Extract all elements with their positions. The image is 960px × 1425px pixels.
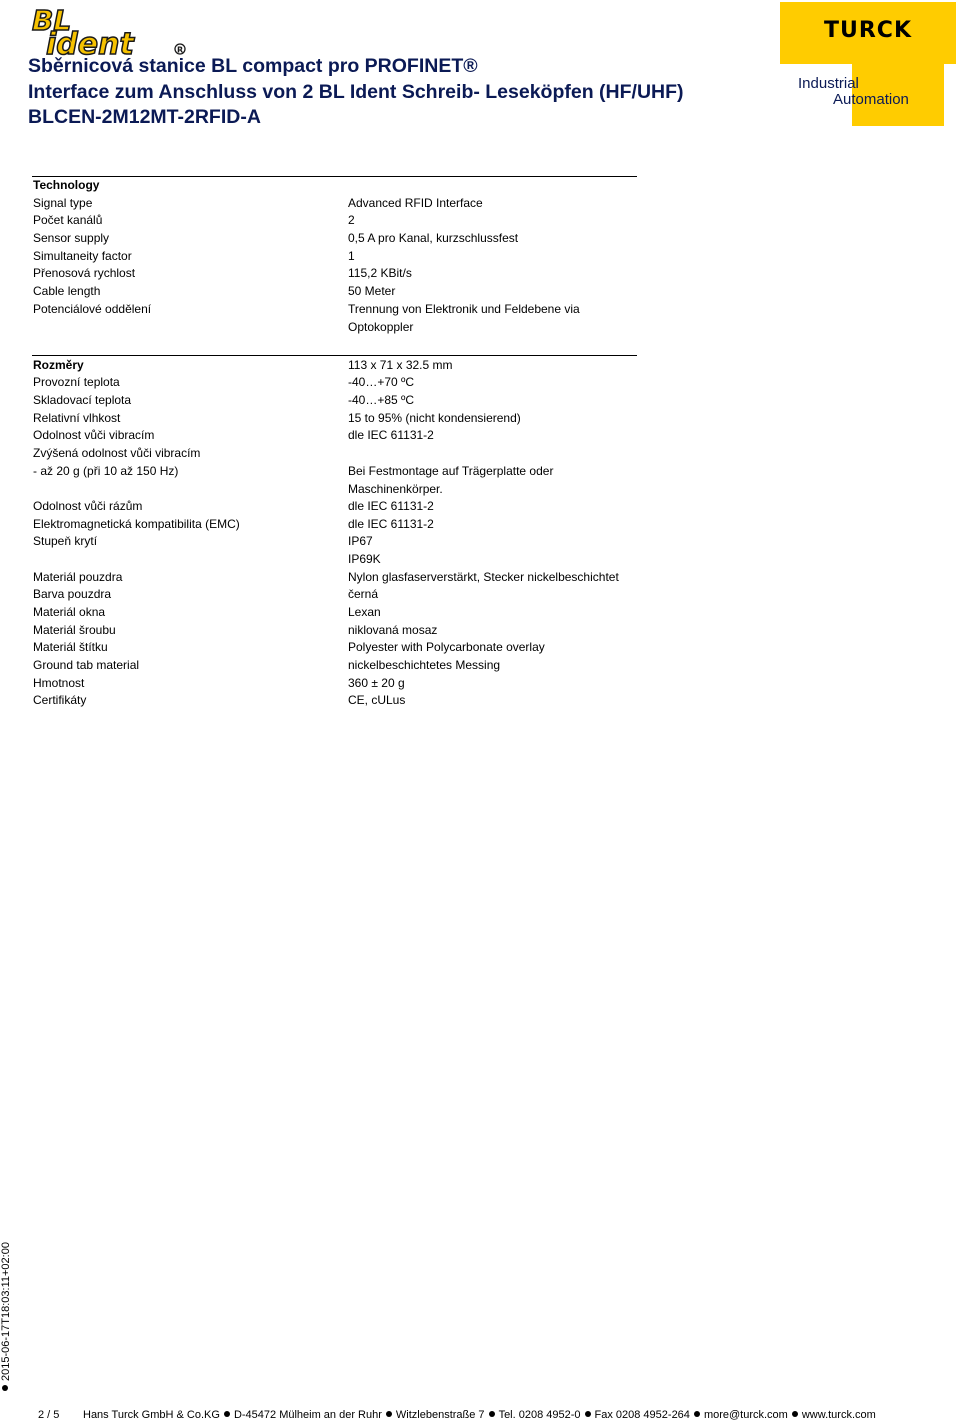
page-footer bbox=[38, 1409, 876, 1421]
footer-address: D-45472 Mülheim an der Ruhr bbox=[233, 1409, 382, 1421]
spec-label: Certifikáty bbox=[33, 693, 87, 707]
product-title-line-1: Sběrnicová stanice BL compact pro PROFINET® bbox=[28, 55, 478, 77]
print-date-text: 2015-06-17T18:03:11+02:00 bbox=[0, 1242, 12, 1381]
section-title: Rozměry bbox=[33, 358, 84, 372]
spec-label: - až 20 g (při 10 až 150 Hz) bbox=[33, 464, 179, 478]
footer-fax: Fax 0208 4952-264 bbox=[594, 1409, 690, 1421]
spec-label: Signal type bbox=[33, 196, 93, 210]
footer-street: Witzlebenstraße 7 bbox=[395, 1409, 485, 1421]
spec-value: dle IEC 61131-2 bbox=[348, 428, 434, 442]
bullet-icon bbox=[2, 1385, 8, 1391]
footer-website[interactable]: www.turck.com bbox=[801, 1409, 876, 1421]
spec-label: Materiál šroubu bbox=[33, 623, 116, 637]
spec-value: 15 to 95% (nicht kondensierend) bbox=[348, 411, 521, 425]
spec-value: CE, cULus bbox=[348, 693, 406, 707]
spec-value: 113 x 71 x 32.5 mm bbox=[348, 358, 453, 372]
spec-label: Ground tab material bbox=[33, 658, 140, 672]
spec-value: černá bbox=[348, 587, 379, 601]
bullet-icon bbox=[489, 1411, 495, 1417]
footer-email[interactable]: more@turck.com bbox=[703, 1409, 788, 1421]
spec-label: Materiál štítku bbox=[33, 640, 108, 654]
footer-company: Hans Turck GmbH & Co.KG bbox=[83, 1409, 220, 1421]
bullet-icon bbox=[585, 1411, 591, 1417]
spec-value: IP67 bbox=[348, 534, 373, 548]
page-number: 2 / 5 bbox=[38, 1409, 60, 1421]
spec-value: 115,2 KBit/s bbox=[348, 266, 412, 280]
spec-label: Stupeň krytí bbox=[33, 534, 98, 548]
section-divider-dimensions bbox=[32, 355, 637, 356]
spec-value: Advanced RFID Interface bbox=[348, 196, 483, 210]
spec-label: Barva pouzdra bbox=[33, 587, 112, 601]
brand-line-automation: Automation bbox=[833, 91, 909, 108]
spec-label: Počet kanálů bbox=[33, 213, 103, 227]
spec-label: Zvýšená odolnost vůči vibracím bbox=[33, 446, 201, 460]
spec-value: 1 bbox=[348, 249, 355, 263]
spec-value: nickelbeschichtetes Messing bbox=[348, 658, 501, 672]
bullet-icon bbox=[694, 1411, 700, 1417]
spec-value: IP69K bbox=[348, 552, 381, 566]
spec-value: 360 ± 20 g bbox=[348, 676, 405, 690]
spec-label: Skladovací teplota bbox=[33, 393, 132, 407]
spec-label: Materiál okna bbox=[33, 605, 106, 619]
spec-value: Bei Festmontage auf Trägerplatte oder Maschinenkörper. bbox=[348, 464, 554, 496]
spec-label: Sensor supply bbox=[33, 231, 110, 245]
spec-value: Lexan bbox=[348, 605, 381, 619]
spec-label: Odolnost vůči vibracím bbox=[33, 428, 155, 442]
brand-line-industrial: Industrial bbox=[798, 75, 859, 92]
spec-value: dle IEC 61131-2 bbox=[348, 517, 434, 531]
spec-value: 50 Meter bbox=[348, 284, 396, 298]
section-title: Technology bbox=[33, 178, 100, 192]
section-divider-technology bbox=[32, 176, 637, 177]
spec-label: Relativní vlhkost bbox=[33, 411, 121, 425]
footer-tel: Tel. 0208 4952-0 bbox=[498, 1409, 581, 1421]
spec-value: -40…+85 ºC bbox=[348, 393, 415, 407]
product-title-line-2: Interface zum Anschluss von 2 BL Ident Schreib- Leseköpfen (HF/UHF) bbox=[28, 81, 684, 103]
spec-label: Cable length bbox=[33, 284, 101, 298]
spec-label: Simultaneity factor bbox=[33, 249, 132, 263]
svg-text:ident: ident bbox=[46, 27, 134, 58]
spec-value: Nylon glasfaserverstärkt, Stecker nickelbeschichtet bbox=[348, 570, 619, 584]
svg-text:R: R bbox=[177, 45, 184, 55]
spec-label: Provozní teplota bbox=[33, 375, 120, 389]
spec-value: 2 bbox=[348, 213, 355, 227]
print-date bbox=[0, 1242, 12, 1395]
spec-value: -40…+70 ºC bbox=[348, 375, 415, 389]
svg-text:BL: BL bbox=[32, 4, 72, 37]
spec-value: dle IEC 61131-2 bbox=[348, 499, 434, 513]
spec-label: Potenciálové oddělení bbox=[33, 302, 152, 316]
spec-label: Odolnost vůči rázům bbox=[33, 499, 143, 513]
bullet-icon bbox=[792, 1411, 798, 1417]
spec-value: Trennung von Elektronik und Feldebene via Optokoppler bbox=[348, 302, 580, 334]
product-title-line-3: BLCEN-2M12MT-2RFID-A bbox=[28, 106, 261, 128]
bullet-icon bbox=[224, 1411, 230, 1417]
bullet-icon bbox=[386, 1411, 392, 1417]
spec-label: Elektromagnetická kompatibilita (EMC) bbox=[33, 517, 240, 531]
bl-ident-logo bbox=[28, 4, 198, 58]
turck-logo-wordmark: TURCK bbox=[823, 18, 912, 43]
spec-label: Přenosová rychlost bbox=[33, 266, 136, 280]
spec-label: Hmotnost bbox=[33, 676, 85, 690]
spec-value: 0,5 A pro Kanal, kurzschlussfest bbox=[348, 231, 519, 245]
spec-value: niklovaná mosaz bbox=[348, 623, 438, 637]
spec-value: Polyester with Polycarbonate overlay bbox=[348, 640, 545, 654]
spec-label: Materiál pouzdra bbox=[33, 570, 123, 584]
